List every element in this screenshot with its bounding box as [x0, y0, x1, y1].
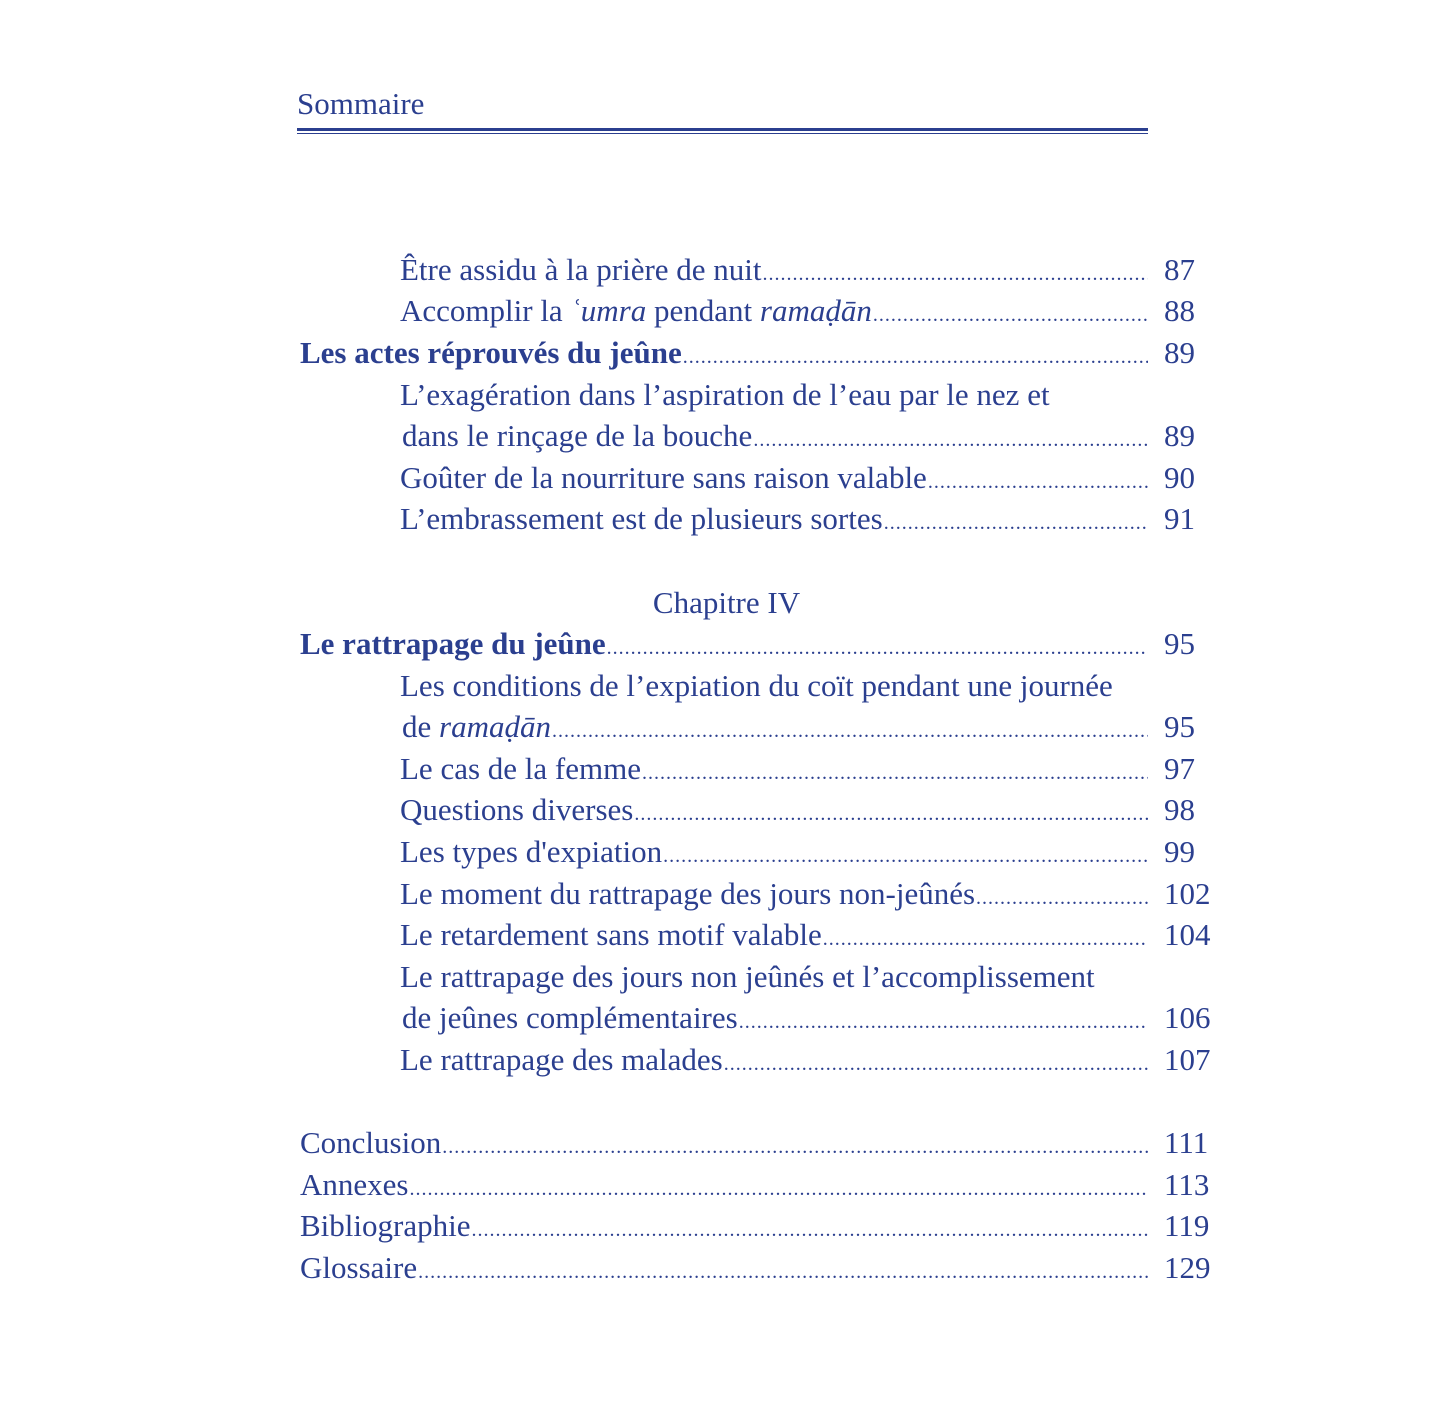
- toc-entry[interactable]: [400, 832, 1148, 872]
- toc-entry[interactable]: [400, 874, 1148, 914]
- toc-entry-page: 90: [1164, 460, 1195, 495]
- header-rule-thick: [297, 128, 1148, 131]
- toc-entry-title: Questions diverses: [400, 792, 634, 827]
- toc-entry-title: Le moment du rattrapage des jours non-jeûnés: [400, 876, 976, 911]
- toc-leader-dots: [823, 919, 1148, 959]
- toc-section-entry[interactable]: [300, 624, 1148, 664]
- toc-entry-wrapped-line: Le rattrapage des jours non jeûnés et l’accomplissement: [400, 959, 1095, 994]
- toc-entry[interactable]: [300, 1248, 1148, 1288]
- toc-text: Accomplir la: [400, 293, 571, 328]
- toc-section-title: Le rattrapage du jeûne: [300, 626, 606, 661]
- toc-entry-page: 95: [1164, 709, 1195, 744]
- toc-entry-page: 119: [1164, 1208, 1210, 1243]
- toc-entry-page: 99: [1164, 834, 1195, 869]
- toc-entry-page: 91: [1164, 501, 1195, 536]
- toc-leader-dots: [884, 503, 1148, 543]
- toc-leader-dots: [739, 1002, 1148, 1042]
- toc-leader-dots: [418, 1252, 1148, 1292]
- toc-leader-dots: [634, 794, 1148, 834]
- toc-entry-page: 95: [1164, 626, 1195, 661]
- toc-leader-dots: [976, 878, 1148, 918]
- toc-entry-title: Les types d'expiation: [400, 834, 663, 869]
- toc-entry-page: 87: [1164, 252, 1195, 287]
- toc-entry[interactable]: [400, 749, 1148, 789]
- toc-entry[interactable]: [402, 416, 1148, 456]
- toc-text: pendant: [646, 293, 760, 328]
- toc-leader-dots: [724, 1044, 1148, 1084]
- toc-text: de: [402, 709, 440, 744]
- toc-entry-wrapped-line: L’exagération dans l’aspiration de l’eau par le nez et: [400, 377, 1050, 412]
- header-rule-thin: [297, 133, 1148, 134]
- toc-italic-term: ramaḍān: [759, 293, 872, 328]
- toc-entry-title: [400, 291, 872, 331]
- toc-entry[interactable]: [400, 250, 1148, 290]
- toc-entry-title: de jeûnes complémentaires: [402, 1000, 738, 1035]
- toc-entry[interactable]: [400, 1040, 1148, 1080]
- toc-leader-dots: [763, 254, 1148, 294]
- page-header-title: Sommaire: [297, 86, 425, 121]
- toc-leader-dots: [753, 420, 1148, 460]
- toc-leader-dots: [663, 836, 1148, 876]
- toc-entry-title: Goûter de la nourriture sans raison valable: [400, 460, 927, 495]
- toc-entry-title: Le cas de la femme: [400, 751, 641, 786]
- toc-entry-page: 113: [1164, 1167, 1210, 1202]
- toc-leader-dots: [409, 1169, 1148, 1209]
- toc-entry-title: Bibliographie: [300, 1208, 471, 1243]
- toc-italic-term: ʿumra: [570, 293, 647, 328]
- toc-entry-title: dans le rinçage de la bouche: [402, 418, 753, 453]
- toc-entry-title: Annexes: [300, 1167, 409, 1202]
- toc-entry-page: 104: [1164, 917, 1211, 952]
- toc-section-entry[interactable]: [300, 333, 1148, 373]
- toc-entry-page: 107: [1164, 1042, 1211, 1077]
- chapter-heading: Chapitre IV: [652, 585, 801, 620]
- toc-entry-title: Le rattrapage des malades: [400, 1042, 723, 1077]
- toc-entry[interactable]: [402, 998, 1148, 1038]
- toc-entry-title: Être assidu à la prière de nuit: [400, 252, 762, 287]
- toc-entry-title: L’embrassement est de plusieurs sortes: [400, 501, 883, 536]
- toc-entry[interactable]: [300, 1165, 1148, 1205]
- toc-leader-dots: [928, 462, 1148, 502]
- toc-entry[interactable]: [300, 1123, 1148, 1163]
- toc-entry[interactable]: [300, 1206, 1148, 1246]
- toc-entry-title: Conclusion: [300, 1125, 442, 1160]
- toc-section-title: Les actes réprouvés du jeûne: [300, 335, 682, 370]
- toc-entry[interactable]: [400, 915, 1148, 955]
- toc-entry-title: Glossaire: [300, 1250, 418, 1285]
- toc-entry-page: 98: [1164, 792, 1195, 827]
- toc-entry-page: 89: [1164, 335, 1195, 370]
- toc-entry[interactable]: [400, 499, 1148, 539]
- toc-entry-page: 111: [1164, 1125, 1209, 1160]
- toc-leader-dots: [471, 1210, 1148, 1250]
- toc-leader-dots: [607, 628, 1148, 668]
- toc-italic-term: ramaḍān: [439, 709, 551, 744]
- toc-leader-dots: [683, 337, 1148, 377]
- toc-entry[interactable]: [402, 707, 1148, 747]
- toc-entry-page: 97: [1164, 751, 1195, 786]
- toc-entry-title: Le retardement sans motif valable: [400, 917, 822, 952]
- toc-entry-page: 88: [1164, 293, 1195, 328]
- toc-entry-page: 89: [1164, 418, 1195, 453]
- toc-entry[interactable]: [400, 790, 1148, 830]
- toc-entry-title: [402, 707, 551, 747]
- toc-entry-wrapped-line: Les conditions de l’expiation du coït pendant une journée: [400, 668, 1113, 703]
- toc-entry[interactable]: [400, 291, 1148, 331]
- toc-entry[interactable]: [400, 458, 1148, 498]
- toc-entry-page: 102: [1164, 876, 1211, 911]
- toc-leader-dots: [552, 711, 1148, 751]
- toc-entry-page: 129: [1164, 1250, 1211, 1285]
- toc-leader-dots: [642, 753, 1148, 793]
- toc-entry-page: 106: [1164, 1000, 1211, 1035]
- toc-leader-dots: [442, 1127, 1148, 1167]
- toc-leader-dots: [873, 295, 1148, 335]
